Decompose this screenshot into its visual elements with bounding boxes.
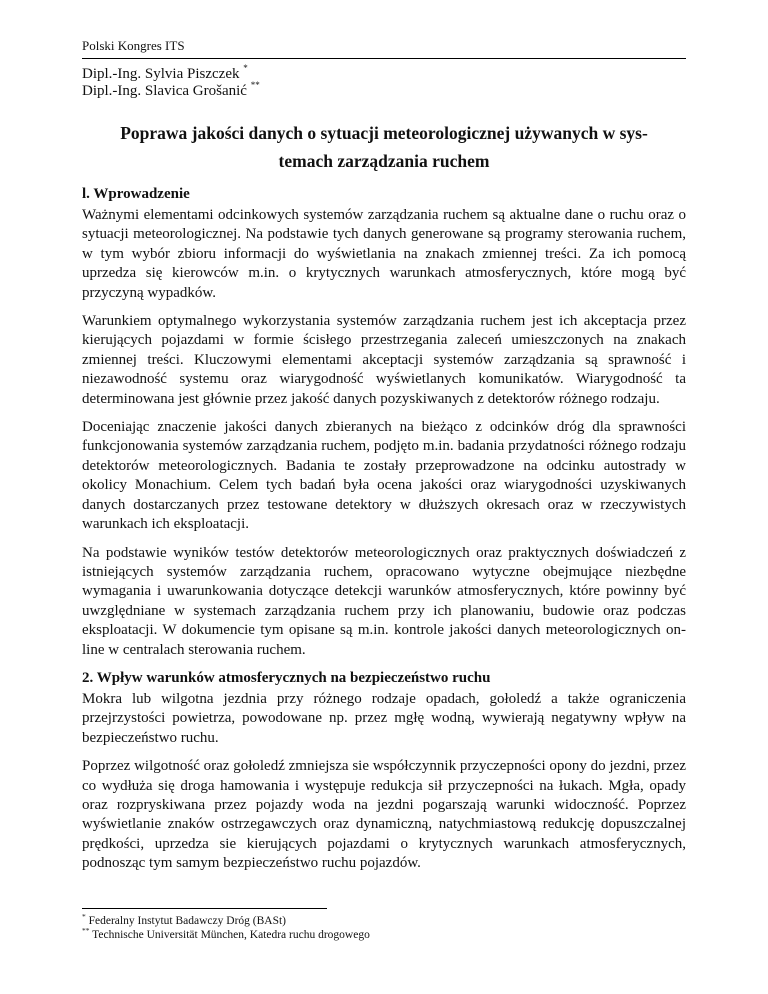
footnote-text: Technische Universität München, Katedra ruchu drogowego xyxy=(92,929,370,941)
section-heading: 2. Wpływ warunków atmosferycznych na bezpieczeństwo ruchu xyxy=(82,669,491,686)
document-title xyxy=(82,119,686,175)
paragraph: Ważnymi elementami odcinkowych systemów zarządzania ruchem są aktualne dane o ruchu oraz o sytuacji meteorologicznej. Na podstawie tych danych generowane są programy sterowania ruchem, w tym wybór zbioru informacji do wyświetlania na znakach zmiennej treści. Za ich pomocą uprzedza się kierowców m.in. o krytycznych warunkach atmosferycznych, które mogą być przyczyną wypadków. xyxy=(82,207,686,301)
paragraph: Mokra lub wilgotna jezdnia przy różnego rodzaje opadach, gołoledź a także ograniczenia przejrzystości powietrza, powodowane np. przez mgłę wodną, wywierają negatywny wpływ na bezpieczeństwo ruchu. xyxy=(82,690,686,746)
author-name: Dipl.-Ing. Slavica Grošanić xyxy=(82,83,247,99)
paragraph: Doceniając znaczenie jakości danych zbieranych na bieżąco z odcinków dróg dla sprawności funkcjonowania systemów zarządzania ruchem, podjęto m.in. badania przydatności różnego rodzaju detektorów meteorologicznych. Badania te zostały przeprowadzone na odcinku autostrady w okolicy Monachium. Celem tych badań była ocena jakości oraz wiarygodności uzyskiwanych danych dostarczanych przez testowane detektory w dłuższych okresach oraz w rzeczywistych warunkach ich eksploatacji. xyxy=(82,419,686,533)
title-line: Poprawa jakości danych o sytuacji meteorologicznej używanych w sys- xyxy=(120,123,648,143)
footnotes xyxy=(82,914,370,942)
footnote xyxy=(82,914,370,928)
author-line xyxy=(82,63,260,83)
author-list xyxy=(82,63,260,100)
author-line xyxy=(82,80,260,100)
author-name: Dipl.-Ing. Sylvia Piszczek xyxy=(82,66,240,82)
footnote-text: Federalny Instytut Badawczy Dróg (BASt) xyxy=(88,915,287,927)
running-header: Polski Kongres ITS xyxy=(82,38,185,53)
document-body xyxy=(82,185,686,883)
footnote-mark: * xyxy=(82,912,86,922)
footnote-mark: ** xyxy=(82,926,90,936)
paragraph: Na podstawie wyników testów detektorów meteorologicznych oraz praktycznych doświadczeń z istniejących systemów zarządzania ruchem, opracowano wytyczne obejmujące niezbędne wymagania i uwarunkowania dotyczące detekcji warunków atmosferycznych, które powinny być uwzględniane w systemach zarządzania ruchem przy ich planowaniu, budowie oraz podczas eksploatacji. W dokumencie tym opisane są m.in. kontrole jakości danych meteorologicznych on-line w centralach sterowania ruchem. xyxy=(82,544,686,658)
paragraph: Warunkiem optymalnego wykorzystania systemów zarządzania ruchem jest ich akceptacja przez kierujących pojazdami w formie ścisłego przestrzegania zaleceń umieszczonych na znakach zmiennej treści. Kluczowymi elementami akceptacji systemów zarządzania są sprawność i niezawodność systemu oraz wiarygodność wyświetlanych komunikatów. Wiarygodność ta determinowana jest głównie przez jakość danych pozyskiwanych z detektorów różnego rodzaju. xyxy=(82,313,686,407)
title-line: temach zarządzania ruchem xyxy=(278,151,490,171)
header-divider xyxy=(82,58,686,59)
paragraph: Poprzez wilgotność oraz gołoledź zmniejsza sie współczynnik przyczepności opony do jezdni, przez co wydłuża się droga hamowania i występuje redukcja sił przyczepności na łukach. Mgła, opady oraz rozpryskiwana przez pojazdy woda na jezdni pogarszają warunki widoczność. Poprzez wyświetlanie znaków ostrzegawczych oraz dynamiczną, natychmiastową redukcję dopuszczalnej prędkości, uprzedza sie kierujących pojazdami o krytycznych warunkach atmosferycznych, podnosząc tym samym bezpieczeństwo ruchu pojazdów. xyxy=(82,758,686,872)
section-heading: l. Wprowadzenie xyxy=(82,186,190,202)
footnote-divider xyxy=(82,908,327,909)
author-footnote-mark: ** xyxy=(250,80,260,90)
author-footnote-mark: * xyxy=(243,63,248,73)
footnote xyxy=(82,928,370,942)
